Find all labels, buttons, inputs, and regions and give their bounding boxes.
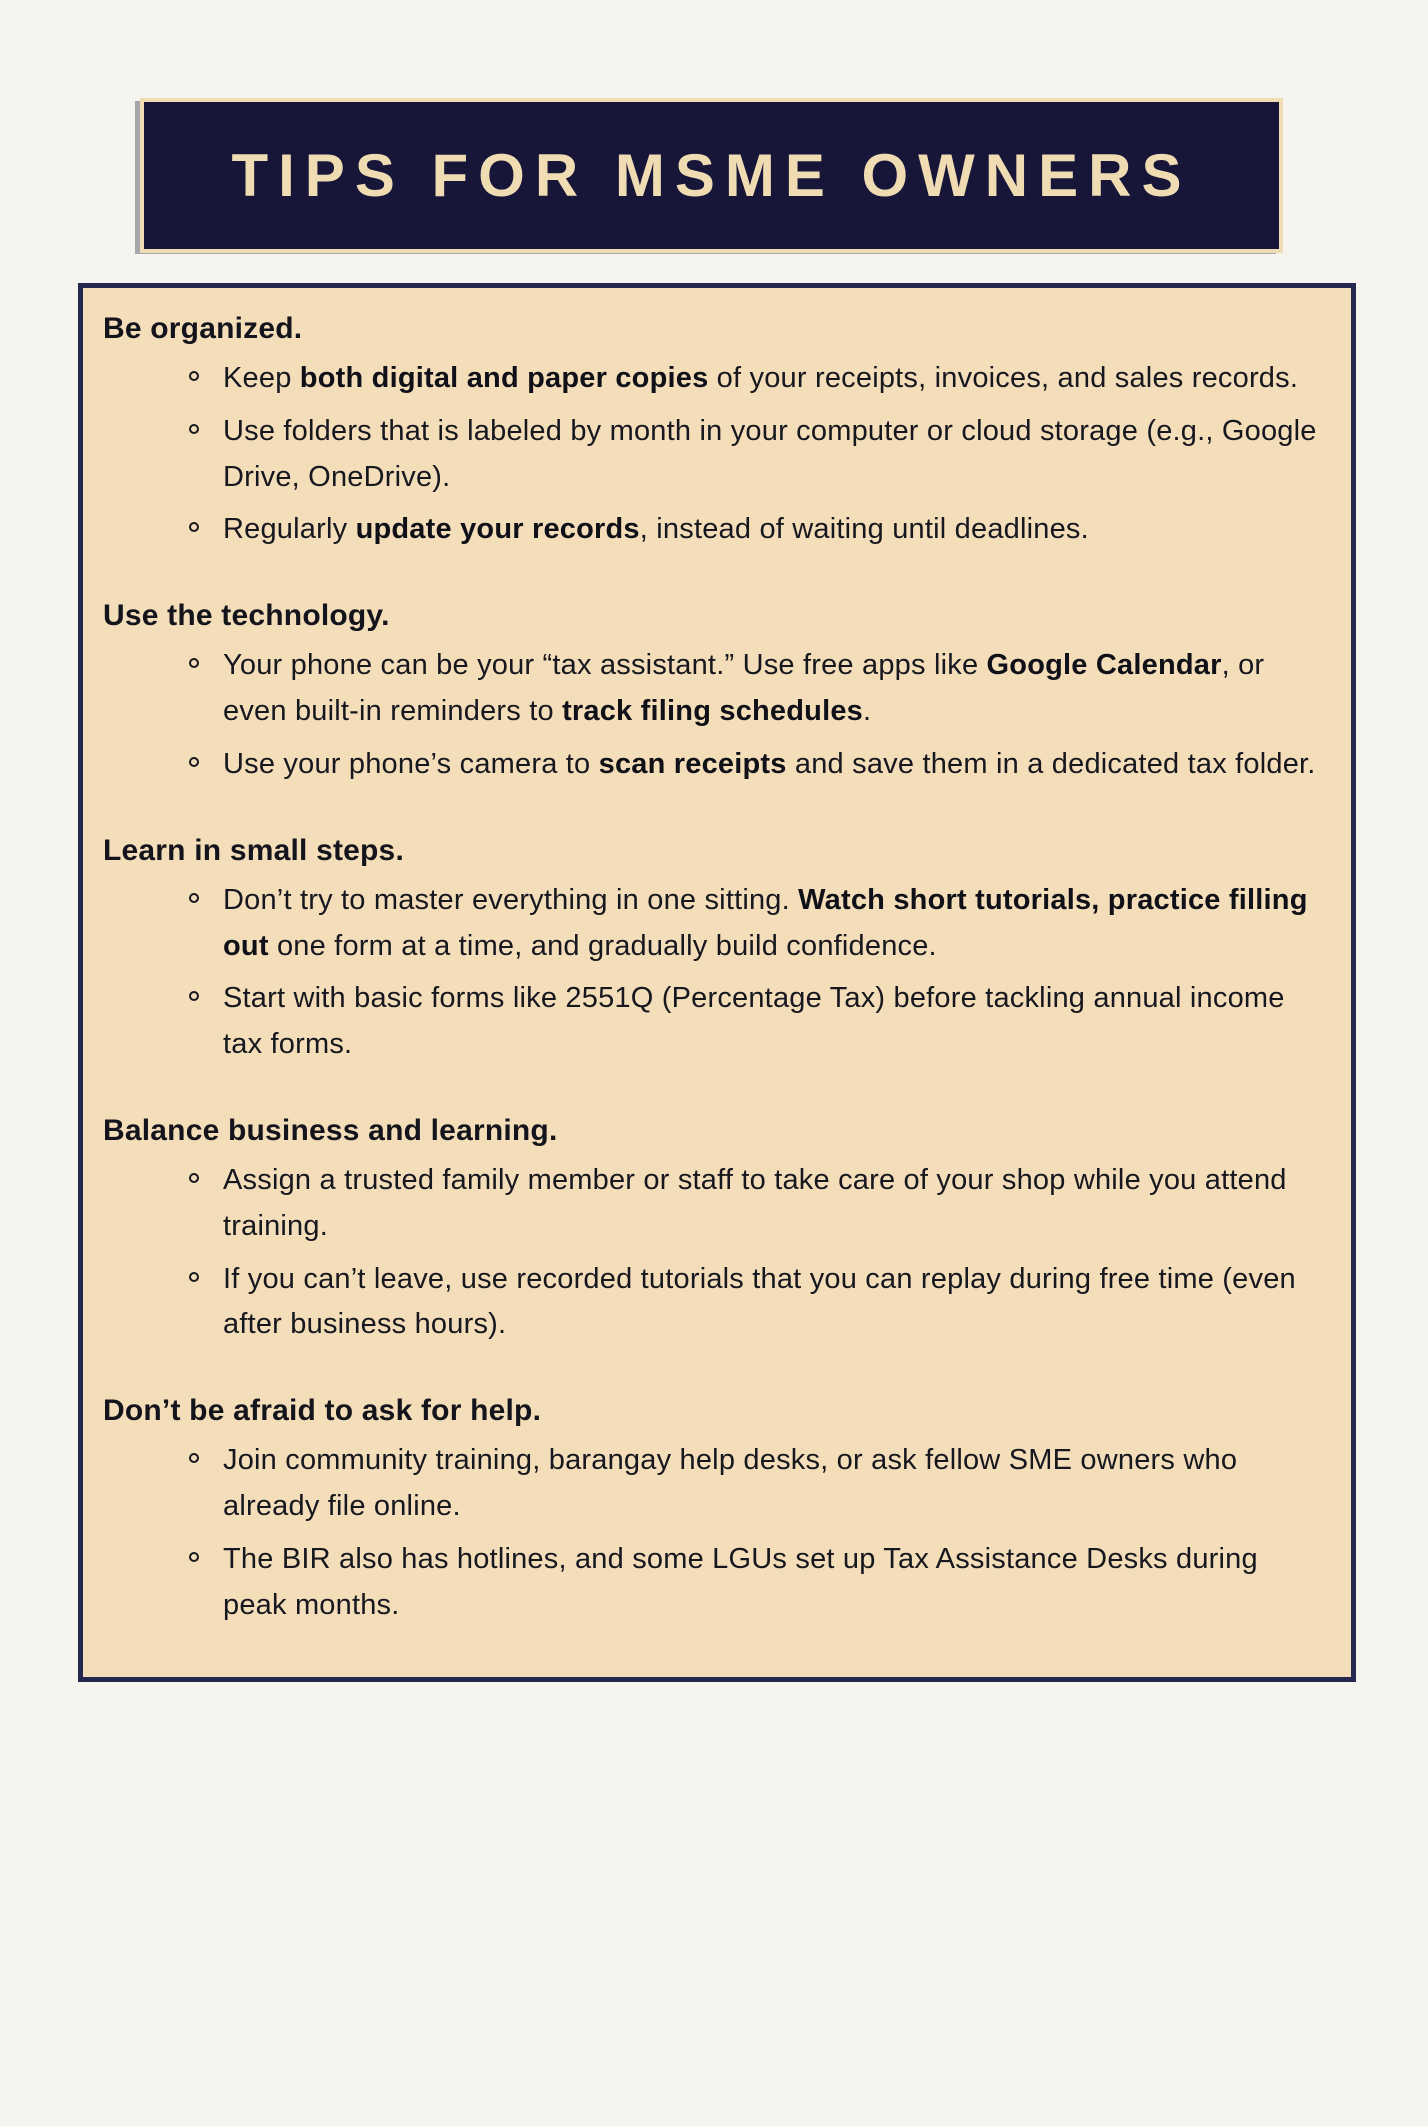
bullet-circle-icon (189, 1272, 199, 1282)
bullet-item (103, 643, 1323, 735)
tips-section (103, 1114, 1323, 1348)
title-banner (140, 98, 1283, 253)
bullet-list (103, 1158, 1323, 1348)
bullet-item (103, 742, 1323, 788)
bullet-text: Your phone can be your “tax assistant.” Use free apps like Google Calendar, or even built-in reminders to track filing schedules. (223, 649, 1265, 728)
bullet-item (103, 507, 1323, 553)
bullet-item (103, 1438, 1323, 1530)
bullet-text: The BIR also has hotlines, and some LGUs set up Tax Assistance Desks during peak months. (223, 1542, 1258, 1621)
tips-content-box (78, 283, 1356, 1682)
bullet-text: Assign a trusted family member or staff to take care of your shop while you attend training. (223, 1163, 1287, 1242)
bullet-list (103, 1438, 1323, 1628)
section-heading: Don’t be afraid to ask for help. (103, 1394, 542, 1428)
page-title: TIPS FOR MSME OWNERS (231, 142, 1192, 209)
bullet-circle-icon (189, 1453, 199, 1463)
bullet-text: Use folders that is labeled by month in your computer or cloud storage (e.g., Google Drive, OneDrive). (223, 414, 1317, 493)
section-heading: Learn in small steps. (103, 833, 404, 867)
tips-section (103, 834, 1323, 1068)
bullet-list (103, 878, 1323, 1068)
bullet-text: Regularly update your records, instead of waiting until deadlines. (223, 513, 1089, 546)
bullet-circle-icon (189, 1173, 199, 1183)
bullet-text: Don’t try to master everything in one sitting. Watch short tutorials, practice filling out one form at a time, and gradually build confidence. (223, 883, 1308, 962)
bullet-text: Use your phone’s camera to scan receipts and save them in a dedicated tax folder. (223, 747, 1316, 780)
bullet-item (103, 356, 1323, 402)
bullet-item (103, 878, 1323, 970)
bullet-circle-icon (189, 658, 199, 668)
bullet-item (103, 1257, 1323, 1349)
bullet-circle-icon (189, 424, 199, 434)
bullet-item (103, 976, 1323, 1068)
bullet-item (103, 1158, 1323, 1250)
bullet-circle-icon (189, 893, 199, 903)
bullet-circle-icon (189, 991, 199, 1001)
bullet-list (103, 643, 1323, 787)
bullet-list (103, 356, 1323, 553)
tips-section (103, 312, 1323, 553)
bullet-item (103, 409, 1323, 501)
section-heading: Use the technology. (103, 599, 390, 633)
bullet-circle-icon (189, 1552, 199, 1562)
bullet-text: Start with basic forms like 2551Q (Percentage Tax) before tackling annual income tax forms. (223, 982, 1285, 1061)
bullet-circle-icon (189, 757, 199, 767)
bullet-item (103, 1537, 1323, 1629)
bullet-text: If you can’t leave, use recorded tutorials that you can replay during free time (even after business hours). (223, 1262, 1296, 1341)
section-heading: Be organized. (103, 312, 303, 345)
bullet-text: Keep both digital and paper copies of your receipts, invoices, and sales records. (223, 362, 1299, 394)
tips-section (103, 599, 1323, 787)
sections-container (103, 312, 1323, 1628)
bullet-text: Join community training, barangay help desks, or ask fellow SME owners who already file online. (223, 1444, 1238, 1522)
tips-section (103, 1394, 1323, 1628)
section-heading: Balance business and learning. (103, 1113, 558, 1147)
bullet-circle-icon (189, 371, 199, 381)
bullet-circle-icon (189, 522, 199, 532)
page (0, 98, 1428, 2126)
